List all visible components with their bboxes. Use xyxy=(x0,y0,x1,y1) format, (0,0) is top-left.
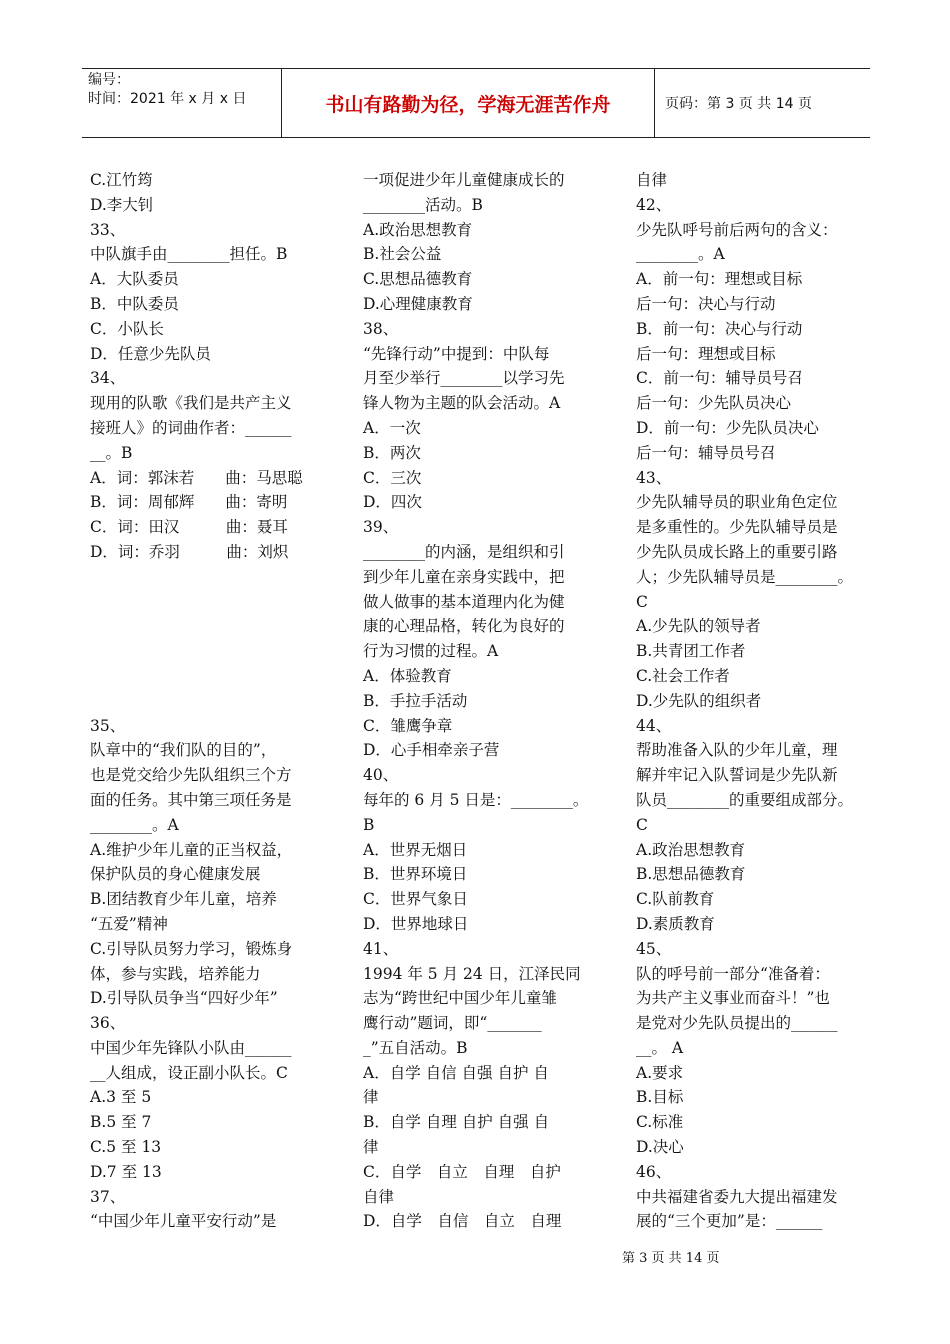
date-label: 时间：2021 年 x 月 x 日 xyxy=(88,91,247,107)
text-line: C．前一句：辅导员号召 xyxy=(636,369,803,388)
text-line: 保护队员的身心健康发展 xyxy=(90,865,261,884)
text-line: B.共青团工作者 xyxy=(636,642,746,661)
text-line: C xyxy=(636,815,648,834)
text-line: A.维护少年儿童的正当权益， xyxy=(90,840,293,859)
text-line: A．自学 自信 自强 自护 自 xyxy=(363,1063,549,1082)
header-motto: 书山有路勤为径，学海无涯苦作舟 xyxy=(282,69,655,137)
text-line: C．自学 自立 自理 自护 xyxy=(363,1162,561,1181)
text-line: 为共产主义事业而奋斗！”也 xyxy=(636,989,830,1008)
text-line xyxy=(90,590,322,615)
text-line: “五爱”精神 xyxy=(90,914,168,933)
text-line: 一项促进少年儿童健康成长的 xyxy=(363,171,565,189)
text-line: B.团结教育少年儿童，培养 xyxy=(90,890,277,909)
text-line: D．前一句：少先队员决心 xyxy=(636,418,819,437)
text-line: 36、 xyxy=(90,1014,126,1033)
text-line: D.心理健康教育 xyxy=(363,294,473,313)
text-line xyxy=(90,565,322,590)
page-header xyxy=(82,68,870,138)
text-line: D．任意少先队员 xyxy=(90,344,211,363)
text-column-1 xyxy=(90,168,322,1234)
text-line: D.素质教育 xyxy=(636,914,715,933)
text-line: 行为习惯的过程。A xyxy=(363,642,499,661)
text-line: 展的“三个更加”是：______ xyxy=(636,1212,823,1231)
text-line: 少先队辅导员的职业角色定位 xyxy=(636,493,838,512)
text-line: C．三次 xyxy=(363,468,422,487)
text-line xyxy=(90,614,322,639)
text-line: 面的任务。其中第三项任务是 xyxy=(90,790,292,809)
text-line: D．心手相牵亲子营 xyxy=(363,741,500,760)
text-line: D.7 至 13 xyxy=(90,1162,162,1181)
text-line: C.引导队员努力学习，锻炼身 xyxy=(90,939,293,958)
text-line: D．自学 自信 自立 自理 xyxy=(363,1212,562,1231)
text-line: 锋人物为主题的队会活动。A xyxy=(363,394,561,413)
text-line: B．前一句：决心与行动 xyxy=(636,319,803,338)
text-line: 自律 xyxy=(636,171,668,189)
text-line: 律 xyxy=(363,1138,379,1157)
text-line: 少先队呼号前后两句的含义： xyxy=(636,220,838,239)
text-line: 中国少年先锋队小队由______ xyxy=(90,1038,292,1057)
text-line: B．中队委员 xyxy=(90,294,179,313)
text-line: A．体验教育 xyxy=(363,666,452,685)
text-line: C.社会工作者 xyxy=(636,666,730,685)
header-meta-cell xyxy=(82,69,282,137)
serial-number-label: 编号： xyxy=(88,72,130,88)
text-line: 33、 xyxy=(90,220,126,239)
text-line: 队的呼号前一部分“准备着： xyxy=(636,964,830,983)
text-line: 也是党交给少先队组织三个方 xyxy=(90,766,292,785)
text-line: 月至少举行________以学习先 xyxy=(363,369,565,388)
text-line: __人组成，设正副小队长。C xyxy=(90,1063,288,1082)
text-line: D.少先队的组织者 xyxy=(636,691,762,710)
text-line: B．自学 自理 自护 自强 自 xyxy=(363,1113,550,1132)
text-line: 是多重性的。少先队辅导员是 xyxy=(636,518,838,537)
text-line: 38、 xyxy=(363,319,399,338)
text-line: 1994 年 5 月 24 日，江泽民同 xyxy=(363,964,581,983)
text-line: 34、 xyxy=(90,369,126,388)
text-line: 做人做事的基本道理内化为健 xyxy=(363,592,565,611)
text-line: ________的内涵，是组织和引 xyxy=(363,542,565,561)
text-line: 队章中的“我们队的目的”， xyxy=(90,741,277,760)
text-line: 鹰行动”题词，即“_______ xyxy=(363,1014,542,1033)
text-line: 41、 xyxy=(363,939,399,958)
text-line: C.江竹筠 xyxy=(90,171,153,189)
text-line: 后一句：辅导员号召 xyxy=(636,443,776,462)
text-line: 42、 xyxy=(636,195,672,214)
text-line: A.少先队的领导者 xyxy=(636,617,761,636)
text-line: 后一句：决心与行动 xyxy=(636,294,776,313)
text-line: 每年的 6 月 5 日是：________。 xyxy=(363,790,589,809)
text-line: A.政治思想教育 xyxy=(636,840,746,859)
text-line: A．世界无烟日 xyxy=(363,840,468,859)
text-line: B xyxy=(363,815,375,834)
text-line: B.思想品德教育 xyxy=(636,865,746,884)
text-line: 46、 xyxy=(636,1162,672,1181)
text-line: 中队旗手由________担任。B xyxy=(90,245,288,264)
text-line: 现用的队歌《我们是共产主义 xyxy=(90,394,292,413)
text-line: “先锋行动”中提到：中队每 xyxy=(363,344,550,363)
text-line: 到少年儿童在亲身实践中，把 xyxy=(363,567,565,586)
text-line: A.政治思想教育 xyxy=(363,220,473,239)
text-line: D.引导队员争当“四好少年” xyxy=(90,989,278,1008)
text-line: 志为“跨世纪中国少年儿童雏 xyxy=(363,989,557,1008)
text-line: B.社会公益 xyxy=(363,245,442,264)
text-line: B．世界环境日 xyxy=(363,865,468,884)
text-line: 是党对少先队员提出的______ xyxy=(636,1014,838,1033)
text-column-2 xyxy=(363,168,599,1234)
text-line: C.5 至 13 xyxy=(90,1138,162,1157)
text-line: B.5 至 7 xyxy=(90,1113,152,1132)
text-line: 39、 xyxy=(363,518,399,537)
text-line: 40、 xyxy=(363,766,399,785)
text-line: 自律 xyxy=(363,1187,395,1206)
text-line: __。 A xyxy=(636,1038,684,1057)
text-line: C．雏鹰争章 xyxy=(363,716,453,735)
text-line: A.要求 xyxy=(636,1063,684,1082)
text-line xyxy=(90,689,322,714)
text-line: ________。A xyxy=(90,815,179,834)
text-line: B.目标 xyxy=(636,1088,684,1107)
text-line: 接班人》的词曲作者：______ xyxy=(90,418,292,437)
text-line: B．手拉手活动 xyxy=(363,691,468,710)
text-line xyxy=(90,639,322,664)
text-line: C.思想品德教育 xyxy=(363,270,473,289)
text-line: D．四次 xyxy=(363,493,422,512)
text-line: 后一句：少先队员决心 xyxy=(636,394,792,413)
text-line xyxy=(90,664,322,689)
text-line: 康的心理品格，转化为良好的 xyxy=(363,617,565,636)
text-line: C.标准 xyxy=(636,1113,684,1132)
text-line: 45、 xyxy=(636,939,672,958)
text-line: B．两次 xyxy=(363,443,421,462)
text-line: D.决心 xyxy=(636,1138,684,1157)
text-line: C．世界气象日 xyxy=(363,890,468,909)
header-page-info: 页码：第 3 页 共 14 页 xyxy=(665,96,812,112)
text-line: 体，参与实践，培养能力 xyxy=(90,964,261,983)
text-line: D.李大钊 xyxy=(90,195,154,214)
text-line: A．词：郭沫若 曲：马思聪 xyxy=(90,468,303,487)
text-line: D．世界地球日 xyxy=(363,914,469,933)
text-line: 后一句：理想或目标 xyxy=(636,344,776,363)
text-column-3 xyxy=(636,168,872,1234)
text-line: C．词：田汉 曲：聂耳 xyxy=(90,518,288,537)
text-line: 人；少先队辅导员是________。 xyxy=(636,567,854,586)
text-line: ________活动。B xyxy=(363,195,483,214)
text-line: A．前一句：理想或目标 xyxy=(636,270,803,289)
text-line: 队员________的重要组成部分。 xyxy=(636,790,854,809)
text-line: ________。A xyxy=(636,245,725,264)
text-line: A．一次 xyxy=(363,418,421,437)
text-line: B．词：周郁辉 曲：寄明 xyxy=(90,493,288,512)
text-line: A．大队委员 xyxy=(90,270,179,289)
text-line: __。B xyxy=(90,443,133,462)
text-line: 中共福建省委九大提出福建发 xyxy=(636,1187,838,1206)
text-line: 少先队员成长路上的重要引路 xyxy=(636,542,838,561)
text-line: 律 xyxy=(363,1088,379,1107)
text-line: 43、 xyxy=(636,468,672,487)
text-line: D．词：乔羽 曲：刘炽 xyxy=(90,542,289,561)
text-line: 35、 xyxy=(90,716,126,735)
text-line: C．小队长 xyxy=(90,319,164,338)
text-line: C.队前教育 xyxy=(636,890,715,909)
text-line: 44、 xyxy=(636,716,672,735)
text-line: 解并牢记入队誓词是少先队新 xyxy=(636,766,838,785)
text-line: 37、 xyxy=(90,1187,126,1206)
text-line: “中国少年儿童平安行动”是 xyxy=(90,1212,277,1231)
text-line: _”五自活动。B xyxy=(363,1038,468,1057)
text-line: C xyxy=(636,592,648,611)
text-line: 帮助准备入队的少年儿童，理 xyxy=(636,741,838,760)
text-line: A.3 至 5 xyxy=(90,1088,152,1107)
page-footer: 第 3 页 共 14 页 xyxy=(622,1251,720,1266)
